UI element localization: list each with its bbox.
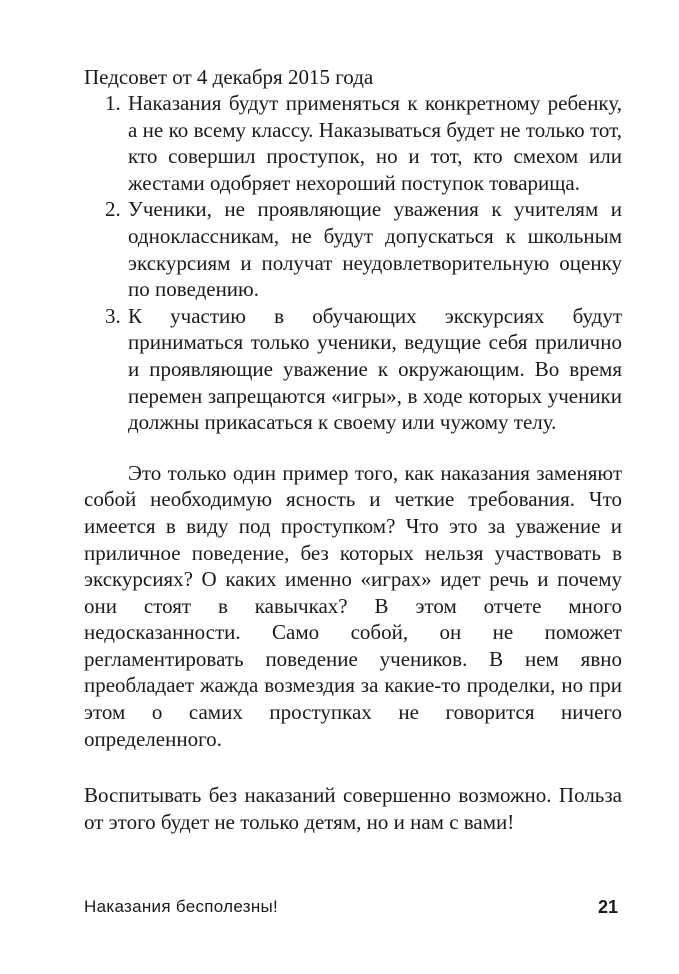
council-heading: Педсовет от 4 декабря 2015 года <box>84 65 374 89</box>
list-item-text: К участию в обучающих экскурсиях будут приниматься только ученики, ведущие себя прилично и проявляющие уважение к окружающим. Во время перемен запрещаются «игры», в ходе которых ученики должны прикасаться к своему или чужому телу. <box>128 303 622 435</box>
list-item-number: 2. <box>105 197 121 222</box>
list-item-text: Наказания будут применяться к конкретному ребенку, а не ко всему классу. Наказываться будет не только тот, кто совершил проступок, но и тот, кто смехом или жестами одобряет нехороший поступок товарища. <box>128 91 622 195</box>
decision-list <box>84 90 622 436</box>
list-item <box>84 196 622 302</box>
page-body <box>84 64 622 835</box>
list-item <box>84 90 622 196</box>
running-title: Наказания бесполезны! <box>84 897 279 916</box>
page-footer <box>84 897 622 921</box>
closing-paragraph: Воспитывать без наказаний совершенно возможно. Польза от этого будет не только детям, но и нам с вами! <box>84 783 622 834</box>
body-paragraph: Это только один пример того, как наказания заменяют собой необходимую ясность и четкие требования. Что имеется в виду под проступком? Что это за уважение и приличное поведение, без которых нельзя участвовать в экскурсиях? О каких именно «играх» идет речь и почему они стоят в кавычках? В этом отчете много недосказанности. Само собой, он не поможет регламентировать поведение учеников. В нем явно преобладает жажда возмездия за какие-то проделки, но при этом о самих проступках не говорится ничего определенного. <box>84 460 622 751</box>
page-number: 21 <box>597 897 618 917</box>
list-item-number: 1. <box>105 91 121 115</box>
list-item-text: Ученики, не проявляющие уважения к учителям и одноклассникам, не будут допускаться к школьным экскурсиям и получат неудовлетворительную оценку по поведению. <box>128 197 622 302</box>
list-item-number: 3. <box>105 303 121 328</box>
list-item <box>84 303 622 436</box>
